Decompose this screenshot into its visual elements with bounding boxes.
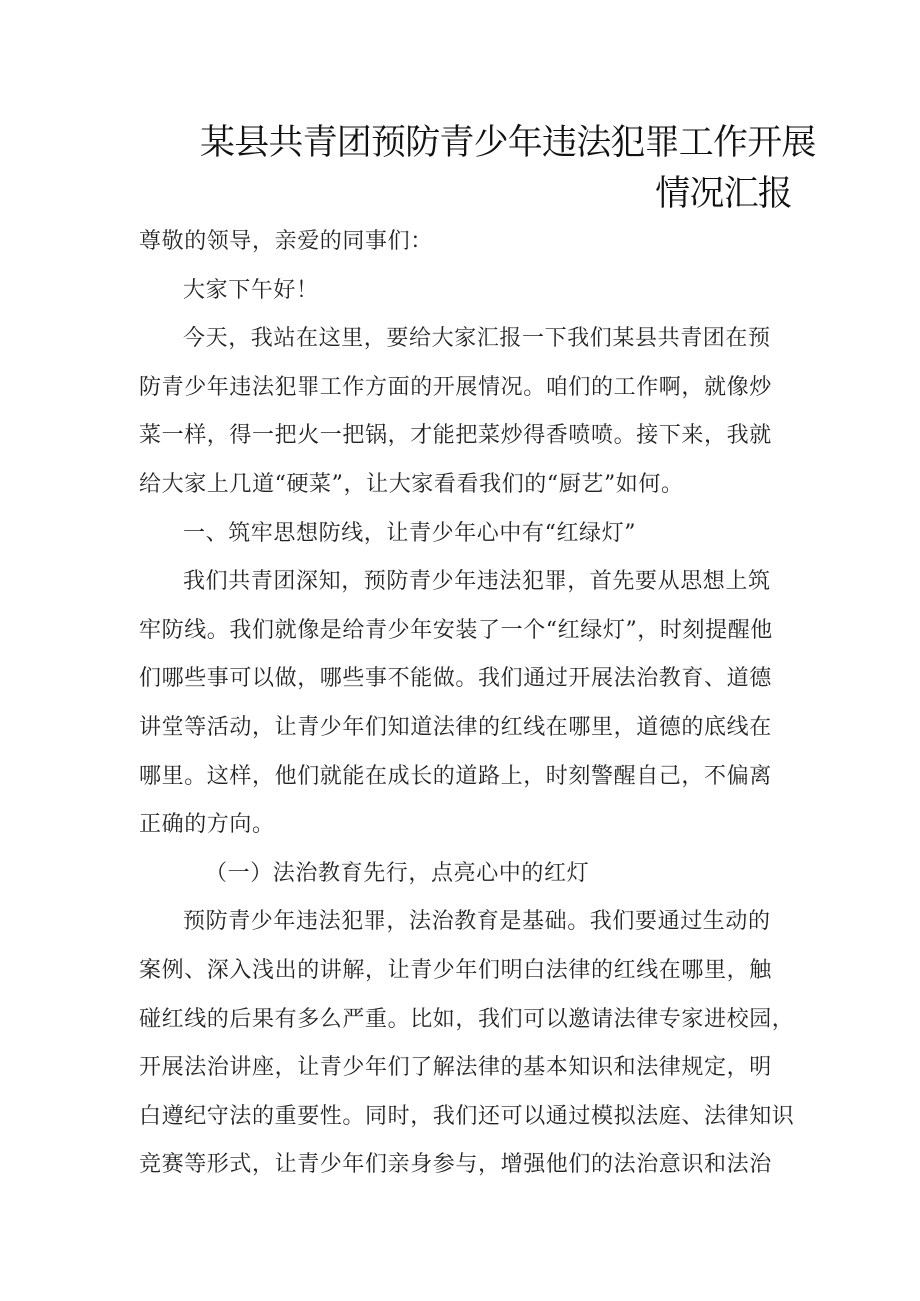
paragraph-subsection1-line: 白遵纪守法的重要性。同时，我们还可以通过模拟法庭、法律知识: [139, 1103, 795, 1129]
subsection-heading-1: （一）法治教育先行，点亮心中的红灯: [205, 860, 590, 886]
greeting: 大家下午好！: [183, 277, 319, 303]
paragraph-section1-line: 我们共青团深知，预防青少年违法犯罪，首先要从思想上筑: [183, 569, 771, 595]
section-heading-1: 一、筑牢思想防线，让青少年心中有“红绿灯”: [183, 520, 637, 546]
paragraph-intro-line: 菜一样，得一把火一把锅，才能把菜炒得香喷喷。接下来，我就: [139, 423, 772, 449]
paragraph-subsection1-line: 开展法治讲座，让青少年们了解法律的基本知识和法律规定，明: [139, 1055, 772, 1081]
paragraph-section1-line: 哪里。这样，他们就能在成长的道路上，时刻警醒自己，不偏离: [139, 763, 772, 789]
paragraph-subsection1-line: 竞赛等形式，让青少年们亲身参与，增强他们的法治意识和法治: [139, 1152, 772, 1178]
paragraph-section1-line: 牢防线。我们就像是给青少年安装了一个“红绿灯”，时刻提醒他: [139, 617, 773, 643]
paragraph-section1-line: 正确的方向。: [139, 812, 275, 838]
paragraph-subsection1-line: 碰红线的后果有多么严重。比如，我们可以邀请法律专家进校园，: [139, 1006, 795, 1032]
title-line-2: 情况汇报: [655, 174, 792, 214]
paragraph-subsection1-line: 预防青少年违法犯罪，法治教育是基础。我们要通过生动的: [183, 909, 771, 935]
salutation: 尊敬的领导，亲爱的同事们：: [139, 229, 433, 254]
title-line-1: 某县共青团预防青少年违法犯罪工作开展: [200, 123, 816, 163]
paragraph-section1-line: 讲堂等活动，让青少年们知道法律的红线在哪里，道德的底线在: [139, 714, 772, 740]
paragraph-intro-line: 今天，我站在这里，要给大家汇报一下我们某县共青团在预: [183, 326, 771, 352]
document-body: [139, 218, 795, 1190]
paragraph-subsection1-line: 案例、深入浅出的讲解，让青少年们明白法律的红线在哪里，触: [139, 957, 772, 983]
document-title: [200, 118, 816, 220]
paragraph-section1-line: 们哪些事可以做，哪些事不能做。我们通过开展法治教育、道德: [139, 666, 772, 692]
paragraph-intro-line: 给大家上几道“硬菜”，让大家看看我们的“厨艺”如何。: [139, 471, 684, 497]
paragraph-intro-line: 防青少年违法犯罪工作方面的开展情况。咱们的工作啊，就像炒: [139, 374, 772, 400]
